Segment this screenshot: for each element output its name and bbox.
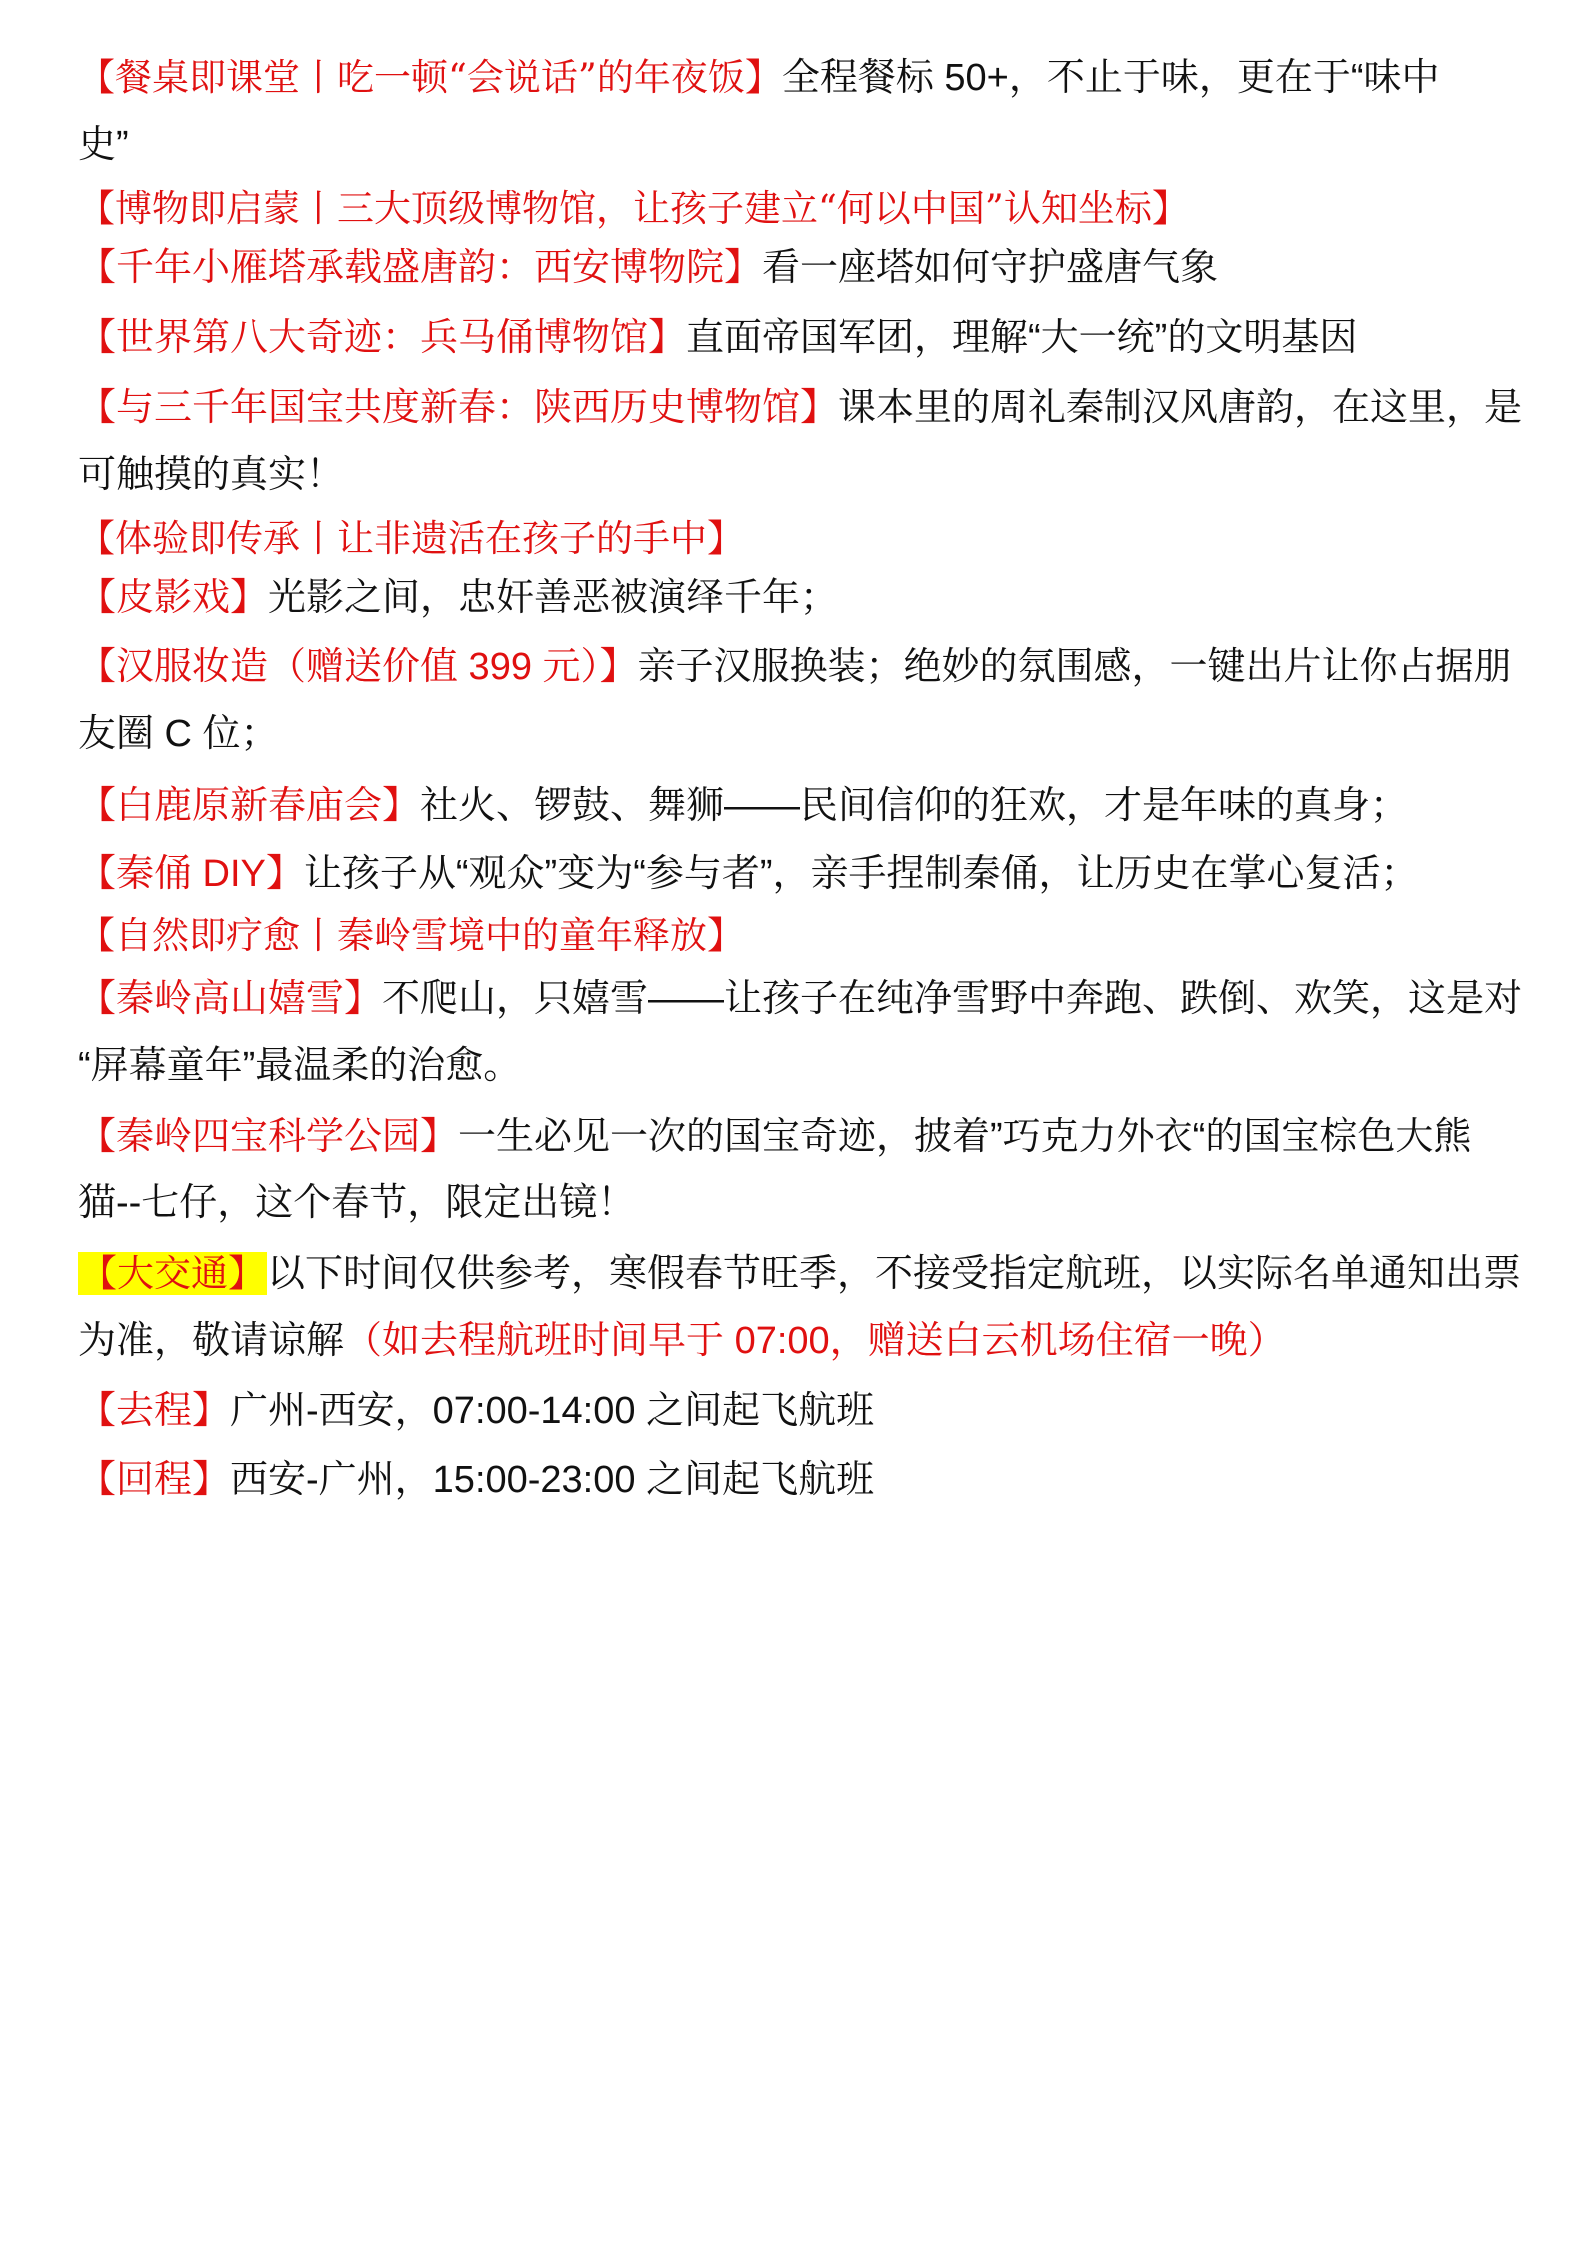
- feature-text-terracotta-diy: 让孩子从“观众”变为“参与者”，亲手捏制秦俑，让历史在掌心复活；: [303, 853, 1419, 895]
- feature-continuation-snow-play: “屏幕童年”最温柔的治愈。: [78, 1045, 522, 1087]
- feature-line-shadow-puppetry: [78, 572, 838, 624]
- feature-continuation-hanfu: 友圈 C 位；: [78, 713, 279, 755]
- feature-line-small-goose-pagoda: [78, 242, 1218, 294]
- feature-tag-qinling-park: 【秦岭四宝科学公园】: [78, 1116, 459, 1158]
- feature-text-snow-play: 不爬山，只嬉雪——让孩子在纯净雪野中奔跑、跌倒、欢笑，这是对: [382, 978, 1523, 1020]
- feature-tag-small-goose-pagoda: 【千年小雁塔承载盛唐韵：西安博物院】: [78, 247, 763, 289]
- section-heading-nature: 【自然即疗愈丨秦岭雪境中的童年释放】: [78, 914, 744, 957]
- feature-tag-transportation: 【大交通】: [80, 1252, 265, 1295]
- feature-line-snow-play: [78, 973, 1522, 1025]
- flight-text-outbound: 广州-西安，07:00-14:00 之间起飞航班: [230, 1390, 875, 1432]
- section-heading-heritage: 【体验即传承丨让非遗活在孩子的手中】: [78, 517, 744, 560]
- feature-line-shaanxi-history-museum: [78, 382, 1522, 434]
- feature-text-qinling-park: 一生必见一次的国宝奇迹，披着”巧克力外衣“的国宝棕色大熊: [458, 1116, 1472, 1158]
- feature-continuation-dinner: 史”: [78, 124, 129, 166]
- feature-tag-snow-play: 【秦岭高山嬉雪】: [78, 978, 383, 1020]
- feature-tag-shaanxi-history-museum: 【与三千年国宝共度新春：陕西历史博物馆】: [78, 387, 839, 429]
- feature-text-terracotta-army: 直面帝国军团，理解“大一统”的文明基因: [686, 317, 1358, 359]
- feature-continuation-qinling-park: 猫--七仔，这个春节，限定出镜！: [78, 1182, 636, 1224]
- feature-line-transportation: [78, 1248, 1521, 1300]
- feature-text-transportation: 以下时间仅供参考，寒假春节旺季，不接受指定航班，以实际名单通知出票: [267, 1253, 1522, 1295]
- flight-tag-return: 【回程】: [78, 1459, 231, 1501]
- feature-tag-terracotta-army: 【世界第八大奇迹：兵马俑博物馆】: [78, 317, 687, 359]
- transportation-bonus-note: （如去程航班时间早于 07:00，赠送白云机场住宿一晚）: [344, 1320, 1286, 1362]
- feature-line-terracotta-diy: [78, 848, 1419, 900]
- feature-line-temple-fair: [78, 780, 1408, 832]
- feature-tag-hanfu: 【汉服妆造（赠送价值 399 元）】: [78, 646, 638, 688]
- feature-text-dinner: 全程餐标 50+，不止于味，更在于“味中: [781, 57, 1440, 99]
- flight-line-outbound: [78, 1385, 874, 1437]
- feature-tag-dinner: 【餐桌即课堂丨吃一顿“会说话”的年夜饭】: [78, 56, 782, 99]
- feature-continuation-transportation: [78, 1315, 1286, 1367]
- feature-tag-terracotta-diy: 【秦俑 DIY】: [78, 853, 304, 895]
- transportation-note: 为准，敬请谅解: [78, 1320, 345, 1362]
- feature-line-hanfu: [78, 641, 1512, 693]
- flight-tag-outbound: 【去程】: [78, 1390, 231, 1432]
- feature-text-shaanxi-history-museum: 课本里的周礼秦制汉风唐韵，在这里，是: [838, 387, 1523, 429]
- feature-line-terracotta-army: [78, 312, 1357, 364]
- feature-line-qinling-park: [78, 1111, 1471, 1163]
- flight-text-return: 西安-广州，15:00-23:00 之间起飞航班: [230, 1459, 875, 1501]
- feature-text-small-goose-pagoda: 看一座塔如何守护盛唐气象: [762, 247, 1219, 289]
- feature-text-hanfu: 亲子汉服换装；绝妙的氛围感，一键出片让你占据朋: [637, 646, 1512, 688]
- feature-text-temple-fair: 社火、锣鼓、舞狮——民间信仰的狂欢，才是年味的真身；: [420, 785, 1409, 827]
- section-heading-museums: 【博物即启蒙丨三大顶级博物馆，让孩子建立“何以中国”认知坐标】: [78, 187, 1189, 230]
- feature-tag-temple-fair: 【白鹿原新春庙会】: [78, 785, 421, 827]
- feature-tag-shadow-puppetry: 【皮影戏】: [78, 577, 269, 619]
- flight-line-return: [78, 1454, 874, 1506]
- feature-text-shadow-puppetry: 光影之间，忠奸善恶被演绎千年；: [268, 577, 839, 619]
- feature-continuation-shaanxi-history-museum: 可触摸的真实！: [78, 454, 345, 496]
- feature-line-dinner: [78, 52, 1440, 104]
